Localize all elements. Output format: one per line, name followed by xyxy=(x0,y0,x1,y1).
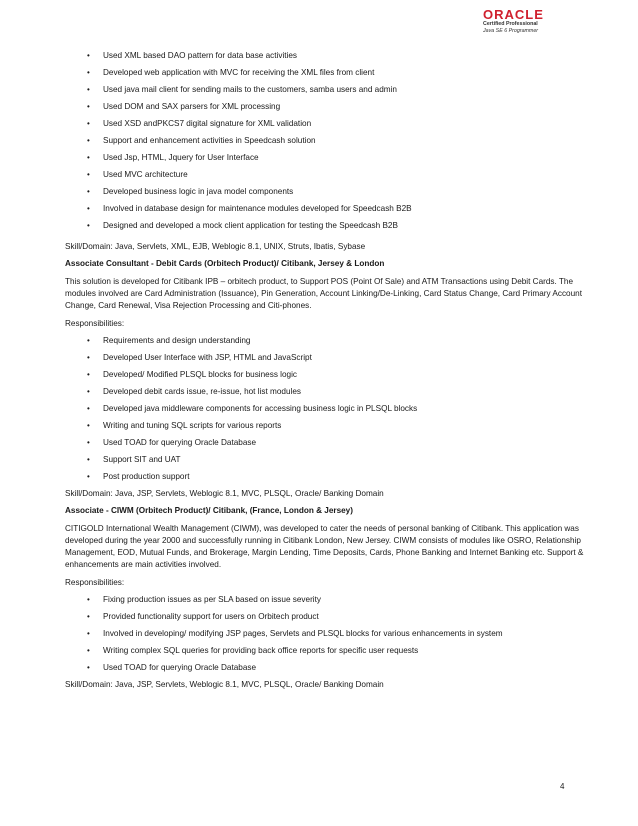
list-item xyxy=(65,220,585,237)
list-item xyxy=(65,169,585,186)
list-item-text: Used MVC architecture xyxy=(103,170,188,179)
list-item-text: Developed java middleware components for accessing business logic in PLSQL blocks xyxy=(103,404,418,413)
bullet-icon: • xyxy=(87,136,90,145)
bullet-list-ciwm xyxy=(65,594,585,679)
bullet-icon: • xyxy=(87,663,90,672)
list-item-text: Developed User Interface with JSP, HTML and JavaScript xyxy=(103,353,312,362)
list-item-text: Requirements and design understanding xyxy=(103,336,251,345)
responsibilities-label: Responsibilities: xyxy=(65,578,125,587)
list-item-text: Developed web application with MVC for receiving the XML files from client xyxy=(103,68,375,77)
bullet-icon: • xyxy=(87,187,90,196)
list-item xyxy=(65,594,585,611)
list-item xyxy=(65,152,585,169)
bullet-list-top xyxy=(65,50,585,237)
list-item xyxy=(65,50,585,67)
list-item xyxy=(65,471,585,488)
list-item xyxy=(65,203,585,220)
bullet-icon: • xyxy=(87,387,90,396)
list-item-text: Used XML based DAO pattern for data base activities xyxy=(103,51,298,60)
bullet-icon: • xyxy=(87,119,90,128)
list-item xyxy=(65,437,585,454)
list-item xyxy=(65,454,585,471)
logo-line-java: Java SE 6 Programmer xyxy=(483,28,539,34)
bullet-icon: • xyxy=(87,629,90,638)
list-item xyxy=(65,369,585,386)
list-item-text: Used TOAD for querying Oracle Database xyxy=(103,663,257,672)
list-item-text: Used TOAD for querying Oracle Database xyxy=(103,438,257,447)
document-body xyxy=(65,50,585,696)
bullet-icon: • xyxy=(87,421,90,430)
list-item xyxy=(65,403,585,420)
bullet-icon: • xyxy=(87,612,90,621)
bullet-icon: • xyxy=(87,472,90,481)
skill-domain-1: Skill/Domain: Java, Servlets, XML, EJB, Weblogic 8.1, UNIX, Struts, Ibatis, Sybase xyxy=(65,242,366,251)
list-item-text: Provided functionality support for users on Orbitech product xyxy=(103,612,319,621)
list-item xyxy=(65,611,585,628)
bullet-icon: • xyxy=(87,370,90,379)
list-item xyxy=(65,67,585,84)
list-item xyxy=(65,386,585,403)
bullet-icon: • xyxy=(87,353,90,362)
bullet-icon: • xyxy=(87,170,90,179)
responsibilities-label: Responsibilities: xyxy=(65,319,125,328)
bullet-icon: • xyxy=(87,336,90,345)
page-number: 4 xyxy=(560,782,565,791)
list-item xyxy=(65,101,585,118)
list-item-text: Support and enhancement activities in Speedcash solution xyxy=(103,136,316,145)
list-item-text: Involved in database design for maintenance modules developed for Speedcash B2B xyxy=(103,204,412,213)
skill-domain-3: Skill/Domain: Java, JSP, Servlets, Weblogic 8.1, MVC, PLSQL, Oracle/ Banking Domain xyxy=(65,680,384,689)
list-item-text: Used DOM and SAX parsers for XML processing xyxy=(103,102,281,111)
logo-brand: ORACLE xyxy=(483,7,544,22)
bullet-list-debit-cards xyxy=(65,335,585,488)
bullet-icon: • xyxy=(87,85,90,94)
bullet-icon: • xyxy=(87,68,90,77)
list-item-text: Developed debit cards issue, re-issue, hot list modules xyxy=(103,387,301,396)
list-item xyxy=(65,186,585,203)
list-item xyxy=(65,645,585,662)
list-item-text: Writing and tuning SQL scripts for various reports xyxy=(103,421,282,430)
skill-domain-2: Skill/Domain: Java, JSP, Servlets, Weblogic 8.1, MVC, PLSQL, Oracle/ Banking Domain xyxy=(65,489,384,498)
list-item-text: Designed and developed a mock client application for testing the Speedcash B2B xyxy=(103,221,398,230)
list-item-text: Support SIT and UAT xyxy=(103,455,181,464)
bullet-icon: • xyxy=(87,455,90,464)
list-item-text: Used XSD andPKCS7 digital signature for XML validation xyxy=(103,119,312,128)
list-item xyxy=(65,628,585,645)
bullet-icon: • xyxy=(87,204,90,213)
section-heading-debit-cards: Associate Consultant - Debit Cards (Orbitech Product)/ Citibank, Jersey & London xyxy=(65,259,385,268)
bullet-icon: • xyxy=(87,51,90,60)
list-item xyxy=(65,662,585,679)
list-item-text: Post production support xyxy=(103,472,190,481)
list-item xyxy=(65,420,585,437)
list-item-text: Writing complex SQL queries for providing back office reports for specific user requests xyxy=(103,646,419,655)
bullet-icon: • xyxy=(87,153,90,162)
section-paragraph-ciwm: CITIGOLD International Wealth Management (CIWM), was developed to cater the needs of personal banking of Citibank. This application was developed during the year 2000 and successfully running in Citibank London, New Jersey. CIWM consists of modules like OSRO, Relationship Management, EOD, Mutual Funds, and Brokerage, Margin Lending, Time Deposits, Cards, Phone Banking and Internet Banking etc. Support & enhancements are main activities involved. xyxy=(65,524,584,569)
bullet-icon: • xyxy=(87,646,90,655)
section-paragraph-debit-cards: This solution is developed for Citibank IPB – orbitech product, to Support POS (Point Of Sale) and ATM Transactions using Debit Cards. The modules involved are Card Administration (Issuance), Pin Generation, Account Linking/De-Linking, Card Status Change, Card Primary Account Change, Card Renewal, Visa Rejection Processing and Citi-phones. xyxy=(65,277,582,310)
logo-line-certified: Certified Professional xyxy=(483,21,538,27)
bullet-icon: • xyxy=(87,438,90,447)
list-item xyxy=(65,335,585,352)
list-item xyxy=(65,352,585,369)
bullet-icon: • xyxy=(87,221,90,230)
list-item-text: Involved in developing/ modifying JSP pages, Servlets and PLSQL blocks for various enhancements in system xyxy=(103,629,503,638)
list-item-text: Fixing production issues as per SLA based on issue severity xyxy=(103,595,321,604)
oracle-certified-logo xyxy=(483,8,579,44)
bullet-icon: • xyxy=(87,595,90,604)
list-item xyxy=(65,118,585,135)
list-item-text: Used java mail client for sending mails to the customers, samba users and admin xyxy=(103,85,397,94)
bullet-icon: • xyxy=(87,102,90,111)
list-item-text: Developed business logic in java model components xyxy=(103,187,294,196)
section-heading-ciwm: Associate - CIWM (Orbitech Product)/ Citibank, (France, London & Jersey) xyxy=(65,506,353,515)
list-item xyxy=(65,135,585,152)
list-item-text: Used Jsp, HTML, Jquery for User Interface xyxy=(103,153,259,162)
list-item xyxy=(65,84,585,101)
bullet-icon: • xyxy=(87,404,90,413)
list-item-text: Developed/ Modified PLSQL blocks for business logic xyxy=(103,370,298,379)
